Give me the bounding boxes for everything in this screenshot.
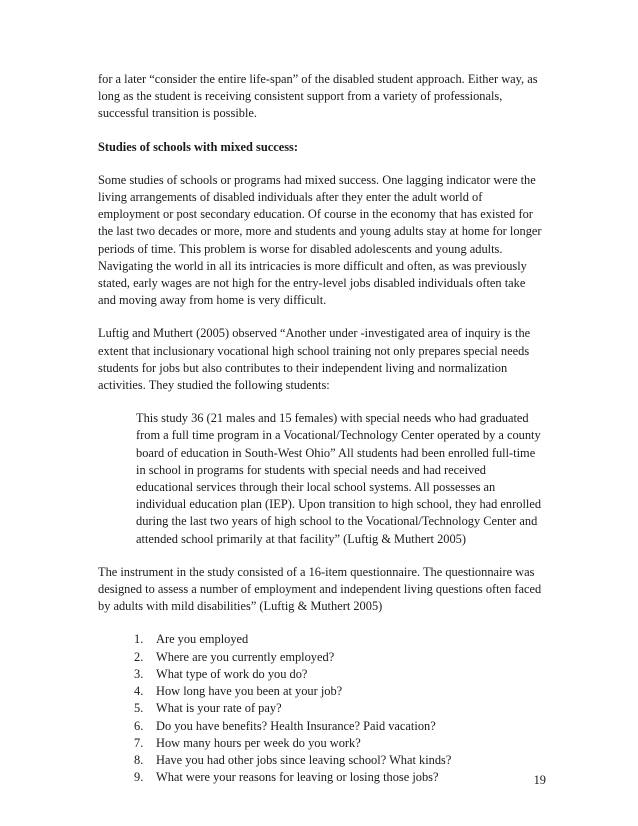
- paragraph-intro: for a later “consider the entire life-span” of the disabled student approach. Either way, as long as the student is receiving consistent support from a variety of professionals, successful transition is possible.: [98, 72, 538, 121]
- paragraph-instrument: The instrument in the study consisted of a 16-item questionnaire. The questionnaire was designed to assess a number of employment and independent living questions often faced by adults with mild disabilities” (Luftig & Muthert 2005): [98, 564, 542, 614]
- list-item-text: Are you employed: [156, 632, 249, 647]
- paragraph-mixed-success: Some studies of schools or programs had mixed success. One lagging indicator were the living arrangements of disabled individuals after they enter the adult world of employment or post secondary education. Of course in the economy that has existed for the last two decades or more, more and students and young adults stay at home for longer periods of time. This problem is worse for disabled adolescents and young adults. Navigating the world in all its intricacies is more difficult and often, as was previously stated, early wages are not high for the entry-level jobs disabled individuals often take and moving away from home is very difficult.: [98, 172, 542, 308]
- list-item: [134, 769, 545, 786]
- list-item: [134, 735, 545, 752]
- list-item: [134, 683, 545, 700]
- questionnaire-list: [98, 631, 545, 786]
- paragraph-luftig-muthert: Luftig and Muthert (2005) observed “Another under -investigated area of inquiry is the extent that inclusionary vocational high school training not only prepares special needs students for jobs but also contributes to their independent living and normalization activities. They studied the following students:: [98, 326, 531, 393]
- list-item-text: Where are you currently employed?: [156, 649, 335, 664]
- list-item-text: How many hours per week do you work?: [156, 735, 361, 750]
- list-item-text: What type of work do you do?: [156, 666, 308, 681]
- list-item-text: What were your reasons for leaving or losing those jobs?: [156, 770, 439, 785]
- list-item-text: Do you have benefits? Health Insurance? Paid vacation?: [156, 718, 436, 733]
- list-item: [134, 700, 545, 717]
- list-item-number: 9.: [134, 770, 144, 785]
- block-quote: This study 36 (21 males and 15 females) with special needs who had graduated from a full time program in a Vocational/Technology Center operated by a county board of education in South-West Ohio” All students had been enrolled full-time in school in programs for students with special needs and had received educational services through their local school systems. All possesses an individual education plan (IEP). Upon transition to high school, they had enrolled during the last two years of high school to the Vocational/Technology Center and attended school primarily at that facility” (Luftig & Muthert 2005): [136, 411, 542, 546]
- list-item-text: How long have you been at your job?: [156, 684, 343, 699]
- list-item-text: What is your rate of pay?: [156, 701, 282, 716]
- section-heading: Studies of schools with mixed success:: [98, 139, 298, 154]
- page-content: [98, 71, 545, 786]
- list-item-number: 8.: [134, 752, 144, 767]
- list-item-number: 7.: [134, 735, 144, 750]
- list-item-number: 3.: [134, 666, 144, 681]
- list-item-text: Have you had other jobs since leaving school? What kinds?: [156, 752, 452, 767]
- list-item-number: 6.: [134, 718, 144, 733]
- list-item: [134, 752, 545, 769]
- list-item-number: 1.: [134, 632, 144, 647]
- list-item: [134, 666, 545, 683]
- list-item-number: 5.: [134, 701, 144, 716]
- list-item: [134, 718, 545, 735]
- list-item: [134, 631, 545, 648]
- page-number: 19: [533, 773, 546, 787]
- list-item: [134, 649, 545, 666]
- list-item-number: 4.: [134, 684, 144, 699]
- list-item-number: 2.: [134, 649, 144, 664]
